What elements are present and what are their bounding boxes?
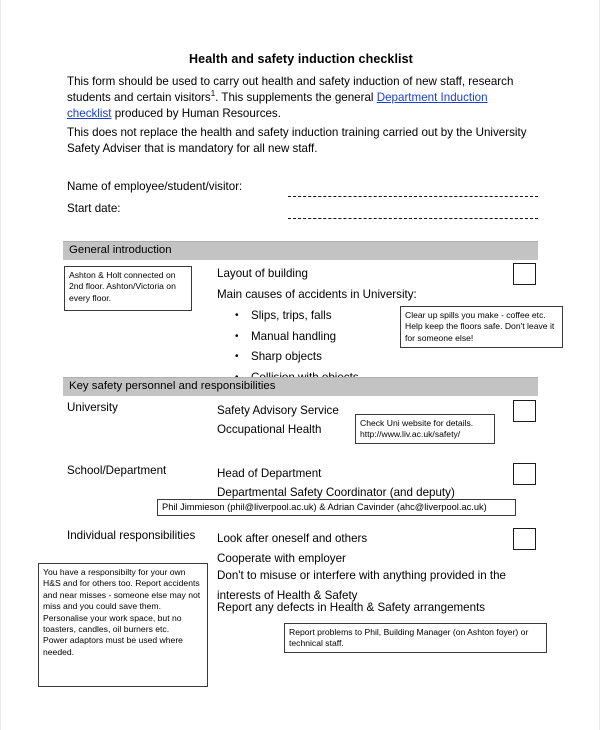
department-induction-checklist-link[interactable]: Department Induction checklist xyxy=(67,91,488,121)
name-field-input[interactable] xyxy=(288,196,538,197)
school-item-head-of-department: Head of Department xyxy=(217,467,322,480)
row-label-individual-responsibilities: Individual responsibilities xyxy=(67,529,196,542)
individual-item-cooperate-with-employer: Cooperate with employer xyxy=(217,552,346,565)
checkbox-individual-responsibilities[interactable] xyxy=(513,528,536,550)
row-label-school-department: School/Department xyxy=(67,464,167,477)
annotation-spills: Clear up spills you make - coffee etc. Help keep the floors safe. Don't leave it for someone else! xyxy=(400,306,563,348)
general-item-main-causes: Main causes of accidents in University: xyxy=(217,288,417,301)
annotation-uni-website xyxy=(355,414,495,444)
section-header-label: General introduction xyxy=(69,244,172,256)
checkbox-university[interactable] xyxy=(513,400,536,422)
individual-item-report-defects: Report any defects in Health & Safety arrangements xyxy=(217,601,486,614)
name-field-label: Name of employee/student/visitor: xyxy=(67,180,243,193)
section-header-label: Key safety personnel and responsibilities xyxy=(69,380,276,392)
annotation-report-problems: Report problems to Phil, Building Manager (on Ashton foyer) or technical staff. xyxy=(284,623,547,653)
university-item-safety-advisory-service: Safety Advisory Service xyxy=(217,404,339,417)
annotation-uni-website-line2: http://www.liv.ac.uk/safety/ xyxy=(360,429,461,440)
intro-text-after-link: produced by Human Resources. xyxy=(111,107,281,121)
annotation-personal-responsibility-p1: You have a responsibilty for your own H&S and for others too. Report accidents and near misses - someone else may not miss and you could save them. xyxy=(43,567,201,612)
intro-paragraph-1 xyxy=(67,74,535,123)
list-item: • Sharp objects xyxy=(251,347,359,368)
start-date-field-label: Start date: xyxy=(67,202,121,215)
university-item-occupational-health: Occupational Health xyxy=(217,423,322,436)
school-item-safety-coordinator: Departmental Safety Coordinator (and deputy) xyxy=(217,486,455,499)
section-header-general-introduction xyxy=(63,241,538,260)
general-item-layout-of-building: Layout of building xyxy=(217,267,308,280)
page-title: Health and safety induction checklist xyxy=(189,52,413,66)
intro-text-middle: . This supplements the general xyxy=(215,91,377,105)
intro-paragraph-2: This does not replace the health and safety induction training carried out by the University Safety Adviser that is mandatory for all new staff. xyxy=(67,126,527,156)
section-header-key-safety xyxy=(63,377,538,396)
list-item: • Slips, trips, falls xyxy=(251,306,359,327)
list-item: • Manual handling xyxy=(251,327,359,348)
annotation-safety-coordinators: Phil Jimmieson (phil@liverpool.ac.uk) & Adrian Cavinder (ahc@liverpool.ac.uk) xyxy=(157,499,516,516)
checkbox-general-introduction[interactable] xyxy=(513,263,536,285)
general-causes-list xyxy=(233,306,359,388)
checkbox-school-department[interactable] xyxy=(513,463,536,485)
annotation-personal-responsibility-p2: Personalise your work space, but no toasters, candles, oil burners etc. xyxy=(43,612,182,635)
start-date-field-input[interactable] xyxy=(288,218,538,219)
annotation-ashton-holt: Ashton & Holt connected on 2nd floor. Ashton/Victoria on every floor. xyxy=(64,266,192,311)
footnote-marker: 1 xyxy=(210,89,216,99)
annotation-uni-website-line1: Check Uni website for details. xyxy=(360,418,474,428)
annotation-personal-responsibility-p3: Power adaptors must be used where needed. xyxy=(43,635,183,657)
individual-item-do-not-misuse: Don't to misuse or interfere with anything provided in the interests of Health & Safety xyxy=(217,569,506,602)
row-label-university: University xyxy=(67,401,118,414)
intro-text-before-link: This form should be used to carry out health and safety induction of new staff, research students and certain visitors xyxy=(67,75,514,105)
annotation-personal-responsibility xyxy=(38,563,208,687)
individual-item-look-after-oneself: Look after oneself and others xyxy=(217,532,368,545)
